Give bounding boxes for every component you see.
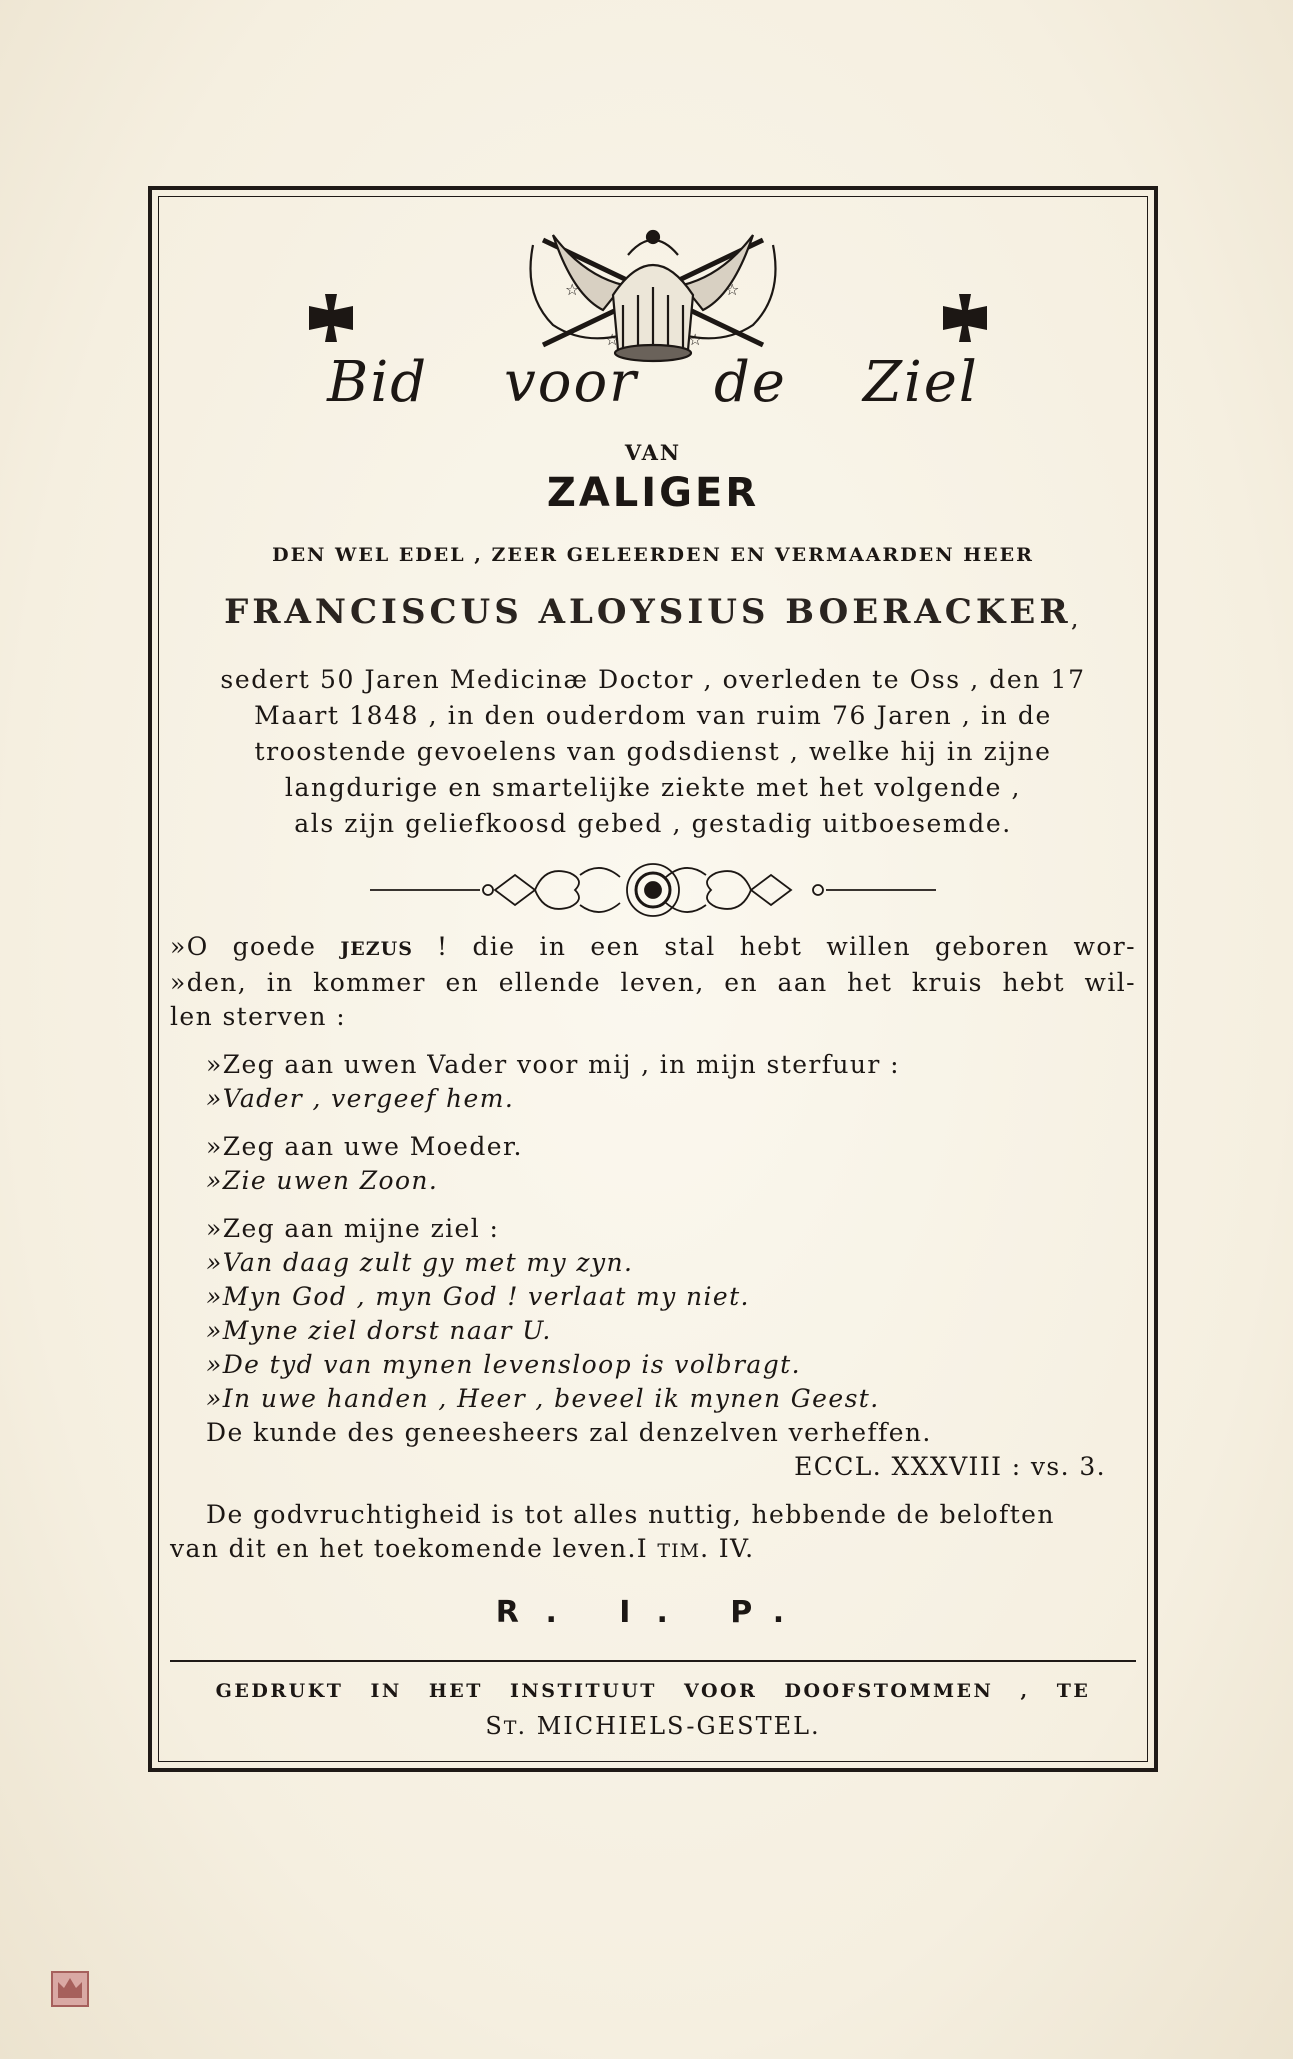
jezus-word: JEZUS xyxy=(340,938,413,960)
prayer-line-italic: »Van daag zult gy met my zyn. xyxy=(206,1248,634,1277)
printer-part: S xyxy=(485,1712,504,1740)
prayer-line-italic: »Myne ziel dorst naar U. xyxy=(206,1316,552,1345)
prayer-fragment: »O goede xyxy=(170,932,341,961)
prayer-line: »Zeg aan uwe Moeder. xyxy=(206,1132,523,1161)
script-word: Bid xyxy=(327,350,429,415)
ref-part: . IV. xyxy=(700,1534,755,1563)
ref-part: I xyxy=(636,1534,658,1563)
prayer-line: »den, in kommer en ellende leven, en aan het kruis hebt wil- xyxy=(170,968,1136,997)
ref-part: TIM xyxy=(657,1540,701,1562)
intro-line: troostende gevoelens van godsdienst , welke hij in zijne xyxy=(254,737,1052,766)
deceased-name xyxy=(170,592,1136,632)
library-stamp-icon xyxy=(50,1970,90,2008)
svg-text:☆: ☆ xyxy=(688,330,703,349)
intro-paragraph xyxy=(170,662,1136,842)
prayer-line xyxy=(170,930,1136,966)
intro-line: als zijn geliefkoosd gebed , gestadig uitboesemde. xyxy=(294,809,1012,838)
name-suffix: , xyxy=(1071,611,1082,632)
card-content xyxy=(170,200,1136,1760)
printer-part: . MICHIELS-GESTEL. xyxy=(517,1712,821,1740)
name-text: FRANCISCUS ALOYSIUS BOERACKER xyxy=(224,592,1072,632)
intro-line: langdurige en smartelijke ziekte met het volgende , xyxy=(284,773,1022,802)
prayer-line-italic: »In uwe handen , Heer , beveel ik mynen Geest. xyxy=(206,1384,880,1413)
svg-text:☆: ☆ xyxy=(605,330,620,349)
prayer-line-italic: »De tyd van mynen levensloop is volbragt. xyxy=(206,1350,801,1379)
prayer-line-italic: »Zie uwen Zoon. xyxy=(206,1166,439,1195)
prayer-line: »Zeg aan mijne ziel : xyxy=(206,1214,500,1243)
intro-line: sedert 50 Jaren Medicinæ Doctor , overleden te Oss , den 17 xyxy=(220,665,1086,694)
scroll-ornament-icon xyxy=(370,855,936,925)
script-word: de xyxy=(713,350,787,415)
prayer-fragment: ! die in een stal hebt willen geboren wor- xyxy=(412,932,1137,961)
scripture-reference xyxy=(637,1534,755,1563)
divider-rule xyxy=(170,1660,1136,1662)
svg-text:☆: ☆ xyxy=(725,280,740,299)
iron-cross-icon xyxy=(937,290,993,346)
printer-line: GEDRUKT IN HET INSTITUUT VOOR DOOFSTOMMEN , TE xyxy=(215,1680,1091,1702)
scripture-quote: De godvruchtigheid is tot alles nuttig, hebbende de beloften xyxy=(206,1500,1055,1529)
script-word: Ziel xyxy=(862,350,979,415)
zaliger-heading: ZALIGER xyxy=(546,470,760,516)
prayer-line-italic: »Vader , vergeef hem. xyxy=(206,1084,515,1113)
honorific-line: DEN WEL EDEL , ZEER GELEERDEN EN VERMAARDEN HEER xyxy=(272,544,1034,566)
prayer-text xyxy=(170,930,1136,1568)
crown-keys-emblem-icon xyxy=(513,215,793,365)
svg-text:☆: ☆ xyxy=(565,280,580,299)
script-heading xyxy=(170,350,1136,440)
iron-cross-icon xyxy=(303,290,359,346)
van-label: VAN xyxy=(624,440,682,465)
printer-place xyxy=(170,1712,1136,1740)
intro-line: Maart 1848 , in den ouderdom van ruim 76 Jaren , in de xyxy=(254,701,1052,730)
rip-text: R. I. P. xyxy=(495,1595,811,1630)
prayer-line: len sterven : xyxy=(170,1002,347,1031)
scripture-reference: ECCL. XXXVIII : vs. 3. xyxy=(794,1452,1106,1481)
script-word: voor xyxy=(504,350,638,415)
scripture-quote-line xyxy=(170,1532,1136,1568)
prayer-line: »Zeg aan uwen Vader voor mij , in mijn sterfuur : xyxy=(206,1050,900,1079)
prayer-line-italic: »Myn God , myn God ! verlaat my niet. xyxy=(206,1282,750,1311)
scripture-quote: De kunde des geneesheers zal denzelven verheffen. xyxy=(206,1418,932,1447)
printer-part: T xyxy=(503,1717,518,1739)
scripture-quote: van dit en het toekomende leven. xyxy=(170,1534,637,1563)
